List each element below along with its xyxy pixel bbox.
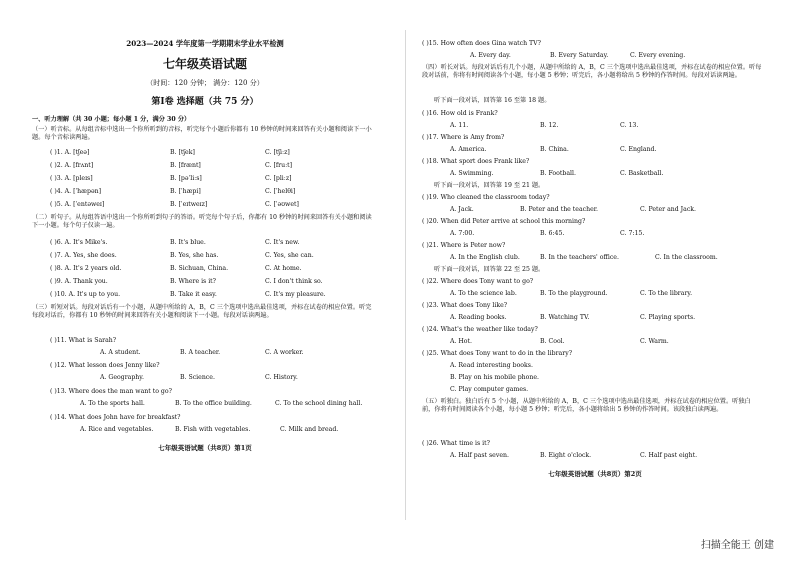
exam-header-title: 2023—2024 学年度第一学期期末学业水平检测 [126,39,284,48]
option-a[interactable]: A. Reading books. [450,314,507,321]
option-b[interactable]: B. In the teachers' office. [540,254,619,261]
section1-title: 一、听力理解（共 30 小题；每小题 1 分，满分 30 分） [32,116,191,123]
option-a[interactable]: A. To the sports hall. [80,400,145,407]
option-c[interactable]: C. Every evening. [630,52,686,59]
page-left [30,0,380,535]
note-22-25: 听下面一段对话，回答第 22 至 25 题。 [434,266,545,273]
option-c[interactable]: C. It's my pleasure. [265,291,326,298]
option-a[interactable]: A. A student. [100,349,141,356]
option-c[interactable]: C. Peter and Jack. [640,206,697,213]
option-c[interactable]: C. I don't think so. [265,278,323,285]
option-a[interactable]: A. Read interesting books. [450,362,533,369]
option-c[interactable]: C. [fruːt] [265,162,293,169]
page-divider [405,30,406,520]
option-b[interactable]: B. Cool. [540,338,565,345]
note-16-18: 听下面一段对话，回答第 16 至第 18 题。 [434,97,551,104]
question-stem[interactable]: ( )19. Who cleaned the classroom today? [422,194,550,201]
footer-left: 七年级英语试题（共8页）第1页 [158,444,252,452]
sub4-intro: （四）听长对话。每段对话后有几个小题，从题中所给的 A，B，C 三个选项中选出最佳选项，并标在试卷的相应位置。听每段对话前，你将有时间阅读各个小题，每小题 5 秒钟；听完后，各小题将给出 5 秒钟的作答时间。每段对话读两遍。 [422,64,762,79]
sub2-intro: （二）听句子。从每组答语中选出一个你所听到句子的答语。听完每个句子后，你都有 10 秒钟的时间来回答有关小题和阅读下一小题。每个句子仅读一遍。 [32,214,372,229]
option-a[interactable]: A. Swimming. [450,170,494,177]
option-a[interactable]: A. To the science lab. [450,290,517,297]
question-stem[interactable]: ( )17. Where is Amy from? [422,134,505,141]
option-b[interactable]: B. [ˈeɪtweɪz] [170,201,208,208]
option-a[interactable]: A. In the English club. [450,254,520,261]
question-num[interactable]: ( )10. A. It's up to you. [50,291,121,298]
option-b[interactable]: B. Fish with vegetables. [175,426,251,433]
option-b[interactable]: B. Take it easy. [170,291,217,298]
option-b[interactable]: B. Where is it? [170,278,216,285]
sub3-intro: （三）听短对话。每段对话后有一个小题，从题中所给的 A，B，C 三个选项中选出最佳选项，并标在试卷的相应位置。听完每段对话后，你都有 10 秒钟的时间来回答有关小题和阅读下一小题。每段对话读两遍。 [32,304,372,319]
page-right [420,0,770,535]
option-b[interactable]: B. Peter and the teacher. [520,206,598,213]
sub5-intro: （五）听独白。独白后有 5 个小题，从题中所给的 A，B，C 三个选项中选出最佳选项，并标在试卷的相应位置。听独白前，你将有时间阅读各个小题，每小题 5 秒钟；听完后，各小题将给出 5 秒钟的作答时间。该段独白读两遍。 [422,398,751,413]
question-stem[interactable]: ( )22. Where does Tony want to go? [422,278,534,285]
option-b[interactable]: B. Every Saturday. [550,52,609,59]
option-c[interactable]: C. Warm. [640,338,669,345]
question-stem[interactable]: ( )20. When did Peter arrive at school this morning? [422,218,586,225]
option-a[interactable]: A. Half past seven. [450,452,509,459]
question-num[interactable]: ( )6. A. It's Mike's. [50,239,108,246]
option-b[interactable]: B. Science. [180,374,215,381]
option-c[interactable]: C. To the library. [640,290,693,297]
option-b[interactable]: B. [ˈhæpi] [170,188,201,195]
question-stem[interactable]: ( )12. What lesson does Jenny like? [50,362,160,369]
question-num[interactable]: ( )5. A. [ˈentəweɪ] [50,201,105,208]
question-stem[interactable]: ( )25. What does Tony want to do in the library? [422,350,573,357]
option-a[interactable]: A. Rice and vegetables. [80,426,154,433]
part-title: 第Ⅰ卷 选择题（共 75 分） [151,97,259,107]
option-c[interactable]: C. Playing sports. [640,314,696,321]
option-a[interactable]: A. 7:00. [450,230,475,237]
question-stem[interactable]: ( )13. Where does the man want to go? [50,388,172,395]
question-num[interactable]: ( )3. A. [pleɪs] [50,175,93,182]
option-c[interactable]: C. In the classroom. [655,254,718,261]
option-a[interactable]: A. Hot. [450,338,472,345]
question-stem[interactable]: ( )16. How old is Frank? [422,110,498,117]
option-c[interactable]: C. It's new. [265,239,300,246]
option-c[interactable]: C. 13. [620,122,639,129]
option-b[interactable]: B. Yes, she has. [170,252,219,259]
option-b[interactable]: B. Eight o'clock. [540,452,592,459]
option-c[interactable]: C. Half past eight. [640,452,698,459]
option-b[interactable]: B. [tʃek] [170,149,195,156]
question-num[interactable]: ( )9. A. Thank you. [50,278,108,285]
question-num[interactable]: ( )4. A. [ˈhæpən] [50,188,102,195]
question-stem[interactable]: ( )18. What sport does Frank like? [422,158,530,165]
option-c[interactable]: C. 7:15. [620,230,645,237]
option-c[interactable]: C. Basketball. [620,170,664,177]
option-b[interactable]: B. [pəˈliːs] [170,175,202,182]
question-num[interactable]: ( )1. A. [tʃeə] [50,149,90,156]
option-b[interactable]: B. 12. [540,122,559,129]
option-c[interactable]: C. At home. [265,265,302,272]
option-c[interactable]: C. [ˈəʊwet] [265,201,299,208]
question-stem[interactable]: ( )21. Where is Peter now? [422,242,506,249]
option-a[interactable]: A. America. [450,146,487,153]
option-b[interactable]: B. To the playground. [540,290,608,297]
option-b[interactable]: B. [frænt] [170,162,201,169]
question-stem[interactable]: ( )23. What does Tony like? [422,302,508,309]
option-c[interactable]: C. Milk and bread. [280,426,339,433]
question-stem[interactable]: ( )26. What time is it? [422,440,490,447]
option-c[interactable]: C. [ˈhelθi] [265,188,296,195]
option-c[interactable]: C. [pliːz] [265,175,292,182]
footer-right: 七年级英语试题（共8页）第2页 [548,470,642,478]
option-c[interactable]: C. [tʃiːz] [265,149,290,156]
option-b[interactable]: B. China. [540,146,569,153]
option-c[interactable]: C. To the school dining hall. [275,400,363,407]
option-c[interactable]: C. Play computer games. [450,386,529,393]
question-stem[interactable]: ( )11. What is Sarah? [50,337,117,344]
question-num[interactable]: ( )8. A. It's 2 years old. [50,265,122,272]
question-num[interactable]: ( )2. A. [frʌnt] [50,162,94,169]
option-c[interactable]: C. A worker. [265,349,304,356]
option-b[interactable]: B. To the office building. [175,400,252,407]
option-a[interactable]: A. 11. [450,122,469,129]
option-b[interactable]: B. Sichuan, China. [170,265,229,272]
option-a[interactable]: A. Jack. [450,206,474,213]
sub1-intro: （一）听音标。从每组音标中选出一个你所听到的音标，听完每个小题后你都有 10 秒钟的时间来回答有关小题和阅读下一小题。每个音标读两遍。 [32,126,372,141]
question-stem[interactable]: ( )14. What does John have for breakfast? [50,414,181,421]
scanner-stamp: 扫描全能王 创建 [700,540,774,551]
option-b[interactable]: B. Football. [540,170,576,177]
option-a[interactable]: A. Every day. [470,52,511,59]
option-b[interactable]: B. A teacher. [180,349,221,356]
question-num[interactable]: ( )7. A. Yes, she does. [50,252,117,259]
note-19-21: 听下面一段对话，回答第 19 至 21 题。 [434,182,545,189]
option-c[interactable]: C. Yes, she can. [265,252,314,259]
option-a[interactable]: A. Geography. [100,374,144,381]
time-score: （时间：120 分钟； 满分：120 分） [146,79,264,87]
option-b[interactable]: B. Play on his mobile phone. [450,374,539,381]
option-b[interactable]: B. 6:45. [540,230,565,237]
option-c[interactable]: C. History. [265,374,298,381]
option-b[interactable]: B. Watching TV. [540,314,590,321]
option-c[interactable]: C. England. [620,146,657,153]
main-title: 七年级英语试题 [162,57,247,71]
question-stem[interactable]: ( )24. What's the weather like today? [422,326,538,333]
question-stem[interactable]: ( )15. How often does Gina watch TV? [422,40,541,47]
option-b[interactable]: B. It's blue. [170,239,206,246]
